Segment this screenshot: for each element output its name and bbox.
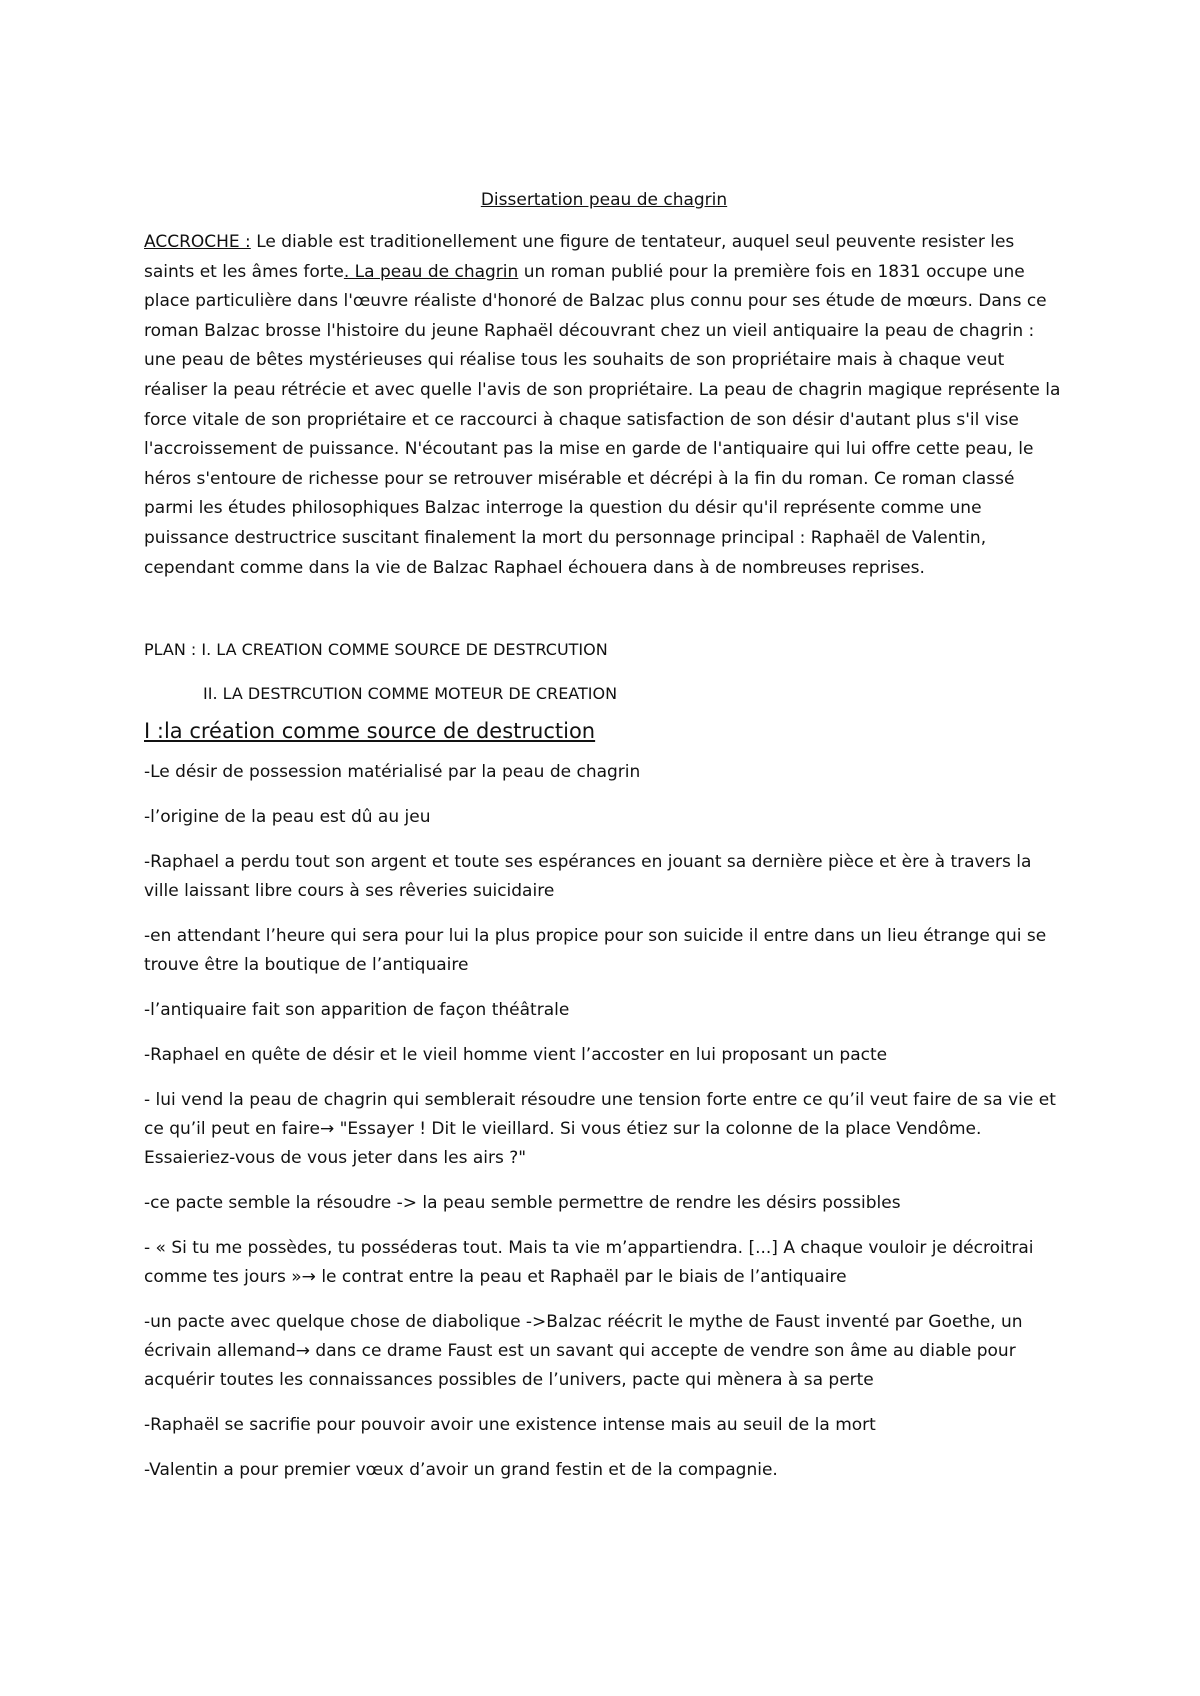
bullet-item: -un pacte avec quelque chose de diabolique ->Balzac réécrit le mythe de Faust inventé par Goethe, un écrivain allemand→ dans ce drame Faust est un savant qui accepte de vendre son âme au diable pour acquérir toutes les connaissances possibles de l’univers, pacte qui mènera à sa perte: [144, 1312, 1023, 1391]
bullet-item: -en attendant l’heure qui sera pour lui la plus propice pour son suicide il entre dans un lieu étrange qui se trouve être la boutique de l’antiquaire: [144, 926, 1047, 976]
bullet-item: -Raphael en quête de désir et le vieil homme vient l’accoster en lui proposant un pacte: [144, 1045, 888, 1066]
intro-text-1: Le diable est traditionellement une figure de tentateur, auquel seul peuvente resister les saints et les âmes forte: [144, 232, 1015, 282]
section-heading: [144, 718, 1064, 744]
bullet-item: - lui vend la peau de chagrin qui semblerait résoudre une tension forte entre ce qu’il veut faire de sa vie et ce qu’il peut en faire→ "Essayer ! Dit le vieillard. Si vous étiez sur la colonne de la place Vendôme. Essaieriez-vous de vous jeter dans les airs ?": [144, 1090, 1056, 1169]
section-heading-text: I :la création comme source de destruction: [144, 719, 596, 744]
document-body: [144, 190, 1064, 1501]
bullet-item: -Raphaël se sacrifie pour pouvoir avoir une existence intense mais au seuil de la mort: [144, 1415, 876, 1436]
bullet-item: -l’origine de la peau est dû au jeu: [144, 807, 431, 828]
intro-paragraph: [144, 228, 1064, 583]
plan-line-2: II. LA DESTRCUTION COMME MOTEUR DE CREATION: [203, 684, 618, 704]
document-title: Dissertation peau de chagrin: [480, 190, 728, 210]
plan-line-1: PLAN : I. LA CREATION COMME SOURCE DE DESTRCUTION: [144, 640, 608, 660]
bullet-item: -Raphael a perdu tout son argent et toute ses espérances en jouant sa dernière pièce et ère à travers la ville laissant libre cours à ses rêveries suicidaire: [144, 852, 1032, 902]
book-title: . La peau de chagrin: [343, 261, 519, 282]
intro-text-2: un roman publié pour la première fois en 1831 occupe une place particulière dans l'œuvre réaliste d'honoré de Balzac plus connu pour ses étude de mœurs. Dans ce roman Balzac brosse l'histoire du jeune Raphaël découvrant chez un vieil antiquaire la peau de chagrin : une peau de bêtes mystérieuses qui réalise tous les souhaits de son propriétaire mais à chaque veut réaliser la peau rétrécie et avec quelle l'avis de son propriétaire. La peau de chagrin magique représente la force vitale de son propriétaire et ce raccourci à chaque satisfaction de son désir d'autant plus s'il vise l'accroissement de puissance. N'écoutant pas la mise en garde de l'antiquaire qui lui offre cette peau, le héros s'entoure de richesse pour se retrouver misérable et décrépi à la fin du roman. Ce roman classé parmi les études philosophiques Balzac interroge la question du désir qu'il représente comme une puissance destructrice suscitant finalement la mort du personnage principal : Raphaël de Valentin, cependant comme dans la vie de Balzac Raphael échouera dans à de nombreuses reprises.: [144, 261, 1061, 578]
bullet-item: -ce pacte semble la résoudre -> la peau semble permettre de rendre les désirs possibles: [144, 1193, 901, 1214]
bullet-item: -Le désir de possession matérialisé par la peau de chagrin: [144, 762, 641, 783]
paragraph-spacer: [144, 583, 1064, 640]
bullet-item: -Valentin a pour premier vœux d’avoir un grand festin et de la compagnie.: [144, 1460, 778, 1481]
bullet-item: - « Si tu me possèdes, tu posséderas tout. Mais ta vie m’appartiendra. [...] A chaque vouloir je décroitrai comme tes jours »→ le contrat entre la peau et Raphaël par le biais de l’antiquaire: [144, 1238, 1034, 1288]
bullet-item: -l’antiquaire fait son apparition de façon théâtrale: [144, 1000, 570, 1021]
accroche-label: ACCROCHE :: [144, 232, 251, 252]
